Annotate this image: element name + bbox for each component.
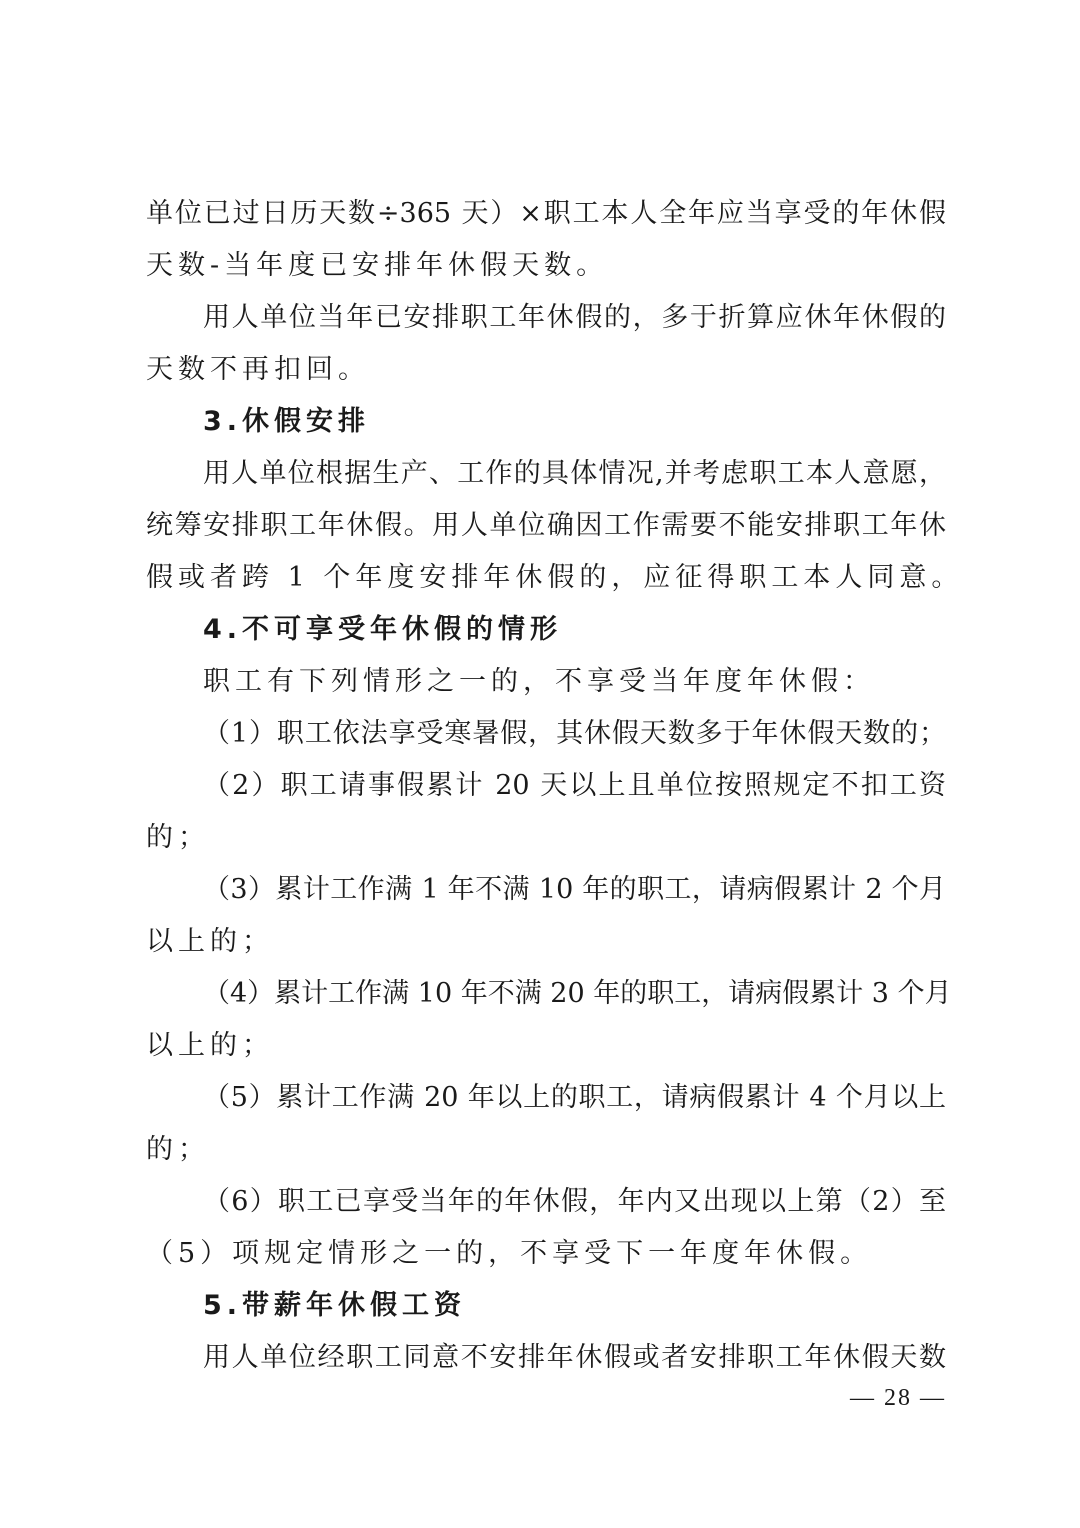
paragraph-line: 统筹安排职工年休假。用人单位确因工作需要不能安排职工年休 xyxy=(146,510,946,541)
list-item-2-cont: 的； xyxy=(146,822,210,853)
section-heading-5: 5.带薪年休假工资 xyxy=(203,1290,467,1321)
list-item-5: （5）累计工作满 20 年以上的职工，请病假累计 4 个月以上 xyxy=(203,1082,946,1113)
paragraph-line: 天数不再扣回。 xyxy=(146,354,370,385)
list-item-3-cont: 以上的； xyxy=(146,926,274,957)
paragraph-line: 用人单位经职工同意不安排年休假或者安排职工年休假天数 xyxy=(203,1342,946,1373)
list-item-2: （2）职工请事假累计 20 天以上且单位按照规定不扣工资 xyxy=(203,770,946,801)
list-item-5-cont: 的； xyxy=(146,1134,210,1165)
paragraph-line: 天数-当年度已安排年休假天数。 xyxy=(146,250,609,281)
list-item-6: （6）职工已享受当年的年休假，年内又出现以上第（2）至 xyxy=(203,1186,946,1217)
list-item-1: （1）职工依法享受寒暑假，其休假天数多于年休假天数的； xyxy=(203,718,946,749)
paragraph-line: 假或者跨 1 个年度安排年休假的，应征得职工本人同意。 xyxy=(146,562,964,593)
list-item-6-cont: （5）项规定情形之一的，不享受下一年度年休假。 xyxy=(146,1238,873,1269)
list-item-4: （4）累计工作满 10 年不满 20 年的职工，请病假累计 3 个月 xyxy=(203,978,952,1009)
list-item-4-cont: 以上的； xyxy=(146,1030,274,1061)
paragraph-line: 职工有下列情形之一的，不享受当年度年休假： xyxy=(203,666,875,697)
paragraph-line: 用人单位根据生产、工作的具体情况,并考虑职工本人意愿， xyxy=(203,458,946,489)
paragraph-line: 用人单位当年已安排职工年休假的，多于折算应休年休假的 xyxy=(203,302,946,333)
list-item-3: （3）累计工作满 1 年不满 10 年的职工，请病假累计 2 个月 xyxy=(203,874,946,905)
section-heading-3: 3.休假安排 xyxy=(203,406,371,437)
page-number: — 28 — xyxy=(850,1385,946,1411)
paragraph-line: 单位已过日历天数÷365 天）×职工本人全年应当享受的年休假 xyxy=(146,198,946,229)
document-body xyxy=(146,188,964,1384)
section-heading-4: 4.不可享受年休假的情形 xyxy=(203,614,563,645)
